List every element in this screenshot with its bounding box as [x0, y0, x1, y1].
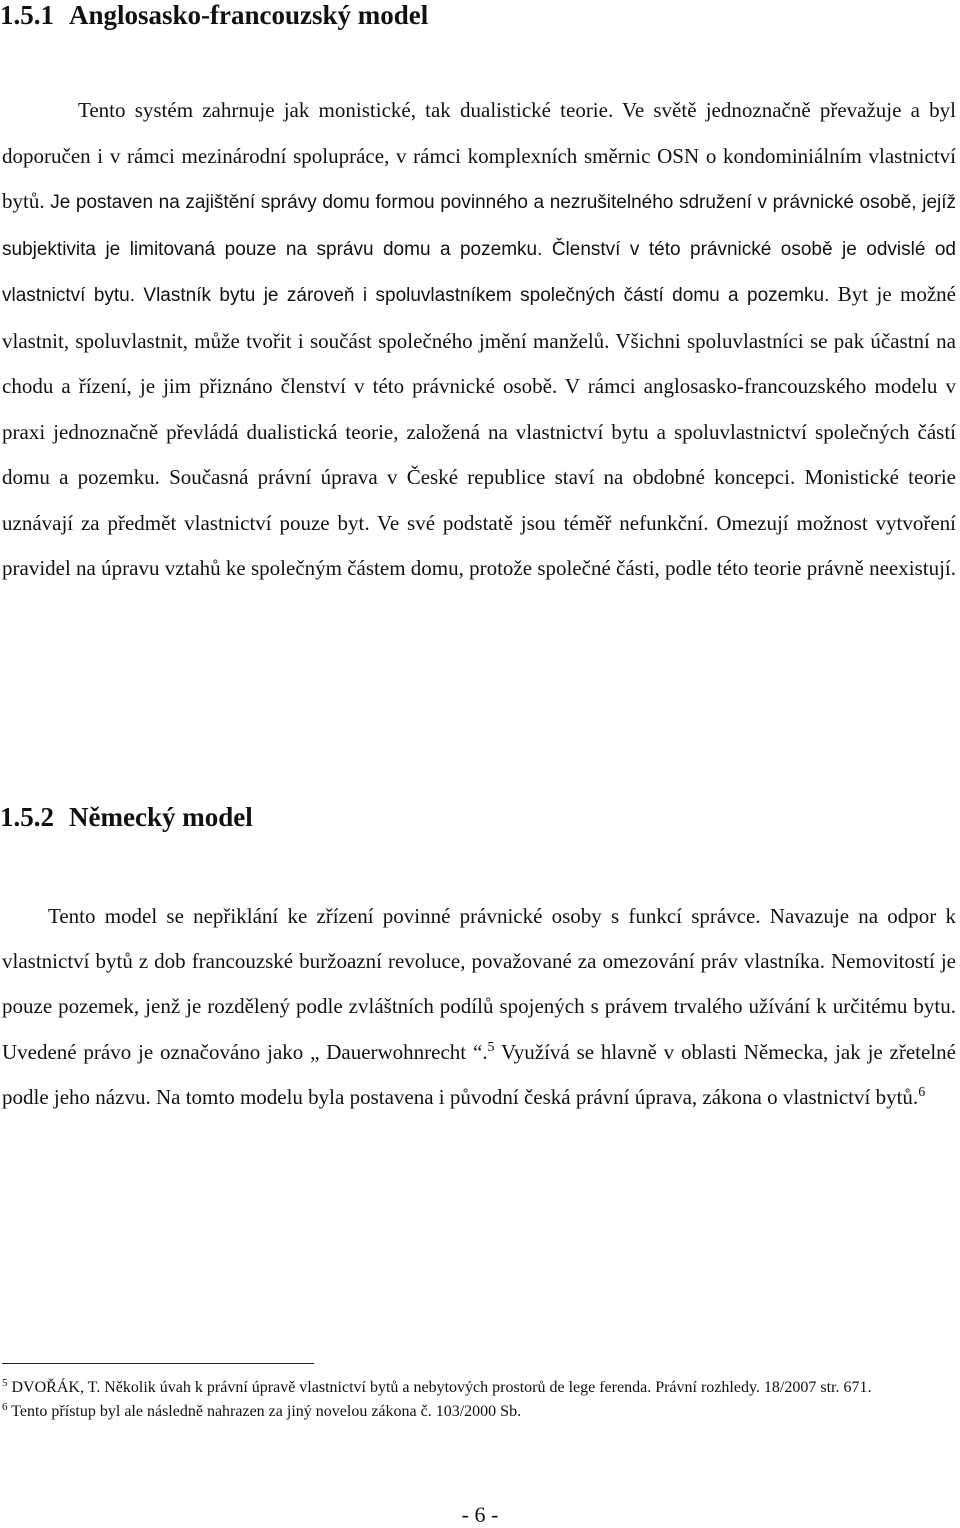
footnote-reference[interactable]: 6 — [918, 1084, 926, 1100]
section-heading — [0, 802, 253, 832]
paragraph-text: Byt je možné vlastnit, spoluvlastnit, může tvořit i součást společného jmění manželů. Všichni spoluvlastníci se pak účastní na chodu a řízení, je jim přiznáno členství v této právnické osobě. V rámci anglosasko-francouzského modelu v praxi jednoznačně převládá dualistická teorie, založená na vlastnictví bytu a spoluvlastnictví společných částí domu a pozemku. Současná právní úprava v České republice staví na obdobné koncepci. Monistické teorie uznávají za předmět vlastnictví pouze byt. Ve své podstatě jsou téměř nefunkční. Omezují možnost vytvoření pravidel na úpravu vztahů ke společným částem domu, protože společné části, podle této teorie právně neexistují. — [2, 282, 957, 580]
body-paragraph — [2, 88, 956, 592]
footnote-text: DVOŘÁK, T. Několik úvah k právní úpravě vlastnictví bytů a nebytových prostorů de lege ferenda. Právní rozhledy. 18/2007 str. 671. — [11, 1379, 872, 1396]
section-title: Anglosasko-francouzský model — [69, 0, 429, 30]
footnote-text: Tento přístup byl ale následně nahrazen za jiný novelou zákona č. 103/2000 Sb. — [11, 1403, 522, 1420]
footnote-number: 6 — [2, 1401, 8, 1413]
section-title: Německý model — [69, 802, 253, 832]
section-number: 1.5.2 — [0, 802, 54, 832]
body-paragraph — [2, 894, 956, 1120]
footnote-reference[interactable]: 5 — [487, 1039, 495, 1055]
section-heading — [0, 0, 428, 30]
footnote-number: 5 — [2, 1377, 8, 1389]
paragraph-text: Využívá se hlavně v oblasti Německa, jak je zřetelné podle jeho názvu. Na tomto modelu byla postavena i původní česká právní úprava, zákona o vlastnictví bytů. — [2, 1039, 956, 1109]
footnotes — [2, 1376, 956, 1424]
footnote — [2, 1400, 956, 1424]
footnote — [2, 1376, 956, 1400]
paragraph-text-sans: Je postaven na zajištění správy domu formou povinného a nezrušitelného sdružení v právnické osobě, jejíž subjektivita je limitovaná pouze na správu domu a pozemku. Členství v této právnické osobě je odvislé od vlastnictví bytu. Vlastník bytu je zároveň i spoluvlastníkem společných částí domu a pozemku. — [2, 192, 957, 306]
paragraph-text: Tento model se nepřiklání ke zřízení povinné právnické osoby s funkcí správce. Navazuje na odpor k vlastnictví bytů z dob francouzské buržoazní revoluce, považované za omezování práv vlastníka. Nemovitostí je pouze pozemek, jenž je rozdělený podle zvláštních podílů spojených s právem trvalého užívání k určitému bytu. Uvedené právo je označováno jako „ Dauerwohnrecht “. — [2, 904, 956, 1064]
section-number: 1.5.1 — [0, 0, 54, 30]
paragraph-text: Tento systém zahrnuje jak monistické, tak dualistické teorie. Ve světě jednoznačně převažuje a byl doporučen i v rámci mezinárodní spolupráce, v rámci komplexních směrnic OSN o kondominiálním vlastnictví bytů. — [2, 98, 956, 213]
page-number: - 6 - — [461, 1502, 499, 1527]
footnote-divider — [2, 1363, 314, 1364]
